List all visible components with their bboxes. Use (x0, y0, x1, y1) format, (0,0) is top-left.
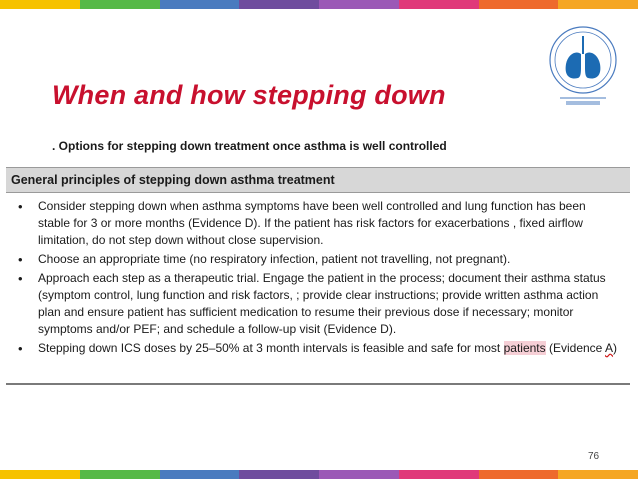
principle-item-4-text: Stepping down ICS doses by 25–50% at 3 month intervals is feasible and safe for most (38, 341, 504, 355)
stripe-segment (399, 470, 479, 479)
stripe-segment (479, 0, 559, 9)
stripe-segment (0, 470, 80, 479)
bottom-color-stripe (0, 470, 638, 479)
top-color-stripe (0, 0, 638, 9)
slide-title: When and how stepping down (52, 80, 446, 110)
principle-item-3: • Approach each step as a therapeutic trial. Engage the patient in the process; document their asthma status (symptom control, lung function and risk factors, ; provide clear instructions; provide written asthma action plan and ensure patient has sufficient medication to resume their previous dose if necessary; monitor symptoms and/or PEF; and schedule a follow-up visit (Evidence D). (6, 270, 630, 338)
stripe-segment (319, 470, 399, 479)
stripe-segment (239, 0, 319, 9)
principles-header: General principles of stepping down asthma treatment (6, 168, 630, 193)
lung-logo-icon (548, 20, 618, 114)
principles-box (6, 167, 630, 385)
figure-caption: . Options for stepping down treatment once asthma is well controlled (52, 139, 447, 153)
stripe-segment (479, 470, 559, 479)
stripe-segment (80, 470, 160, 479)
stripe-segment (319, 0, 399, 9)
evidence-prefix: (Evidence (545, 341, 606, 355)
evidence-suffix: ) (613, 341, 618, 355)
principle-item-2: • Choose an appropriate time (no respiratory infection, patient not travelling, not pregnant). (6, 251, 630, 268)
page-number: 76 (588, 451, 600, 462)
stripe-segment (160, 0, 240, 9)
principle-item-1: • Consider stepping down when asthma symptoms have been well controlled and lung function has been stable for 3 or more months (Evidence D). If the patient has risk factors for exacerbations , fixed airflow limitation, do not step down without close supervision. (6, 198, 630, 249)
principles-list (6, 198, 630, 357)
stripe-segment (80, 0, 160, 9)
highlighted-word: patients (503, 341, 546, 355)
stripe-segment (558, 0, 638, 9)
stripe-segment (160, 470, 240, 479)
principle-item-4 (6, 340, 630, 357)
evidence-level: A (605, 341, 614, 355)
stripe-segment (399, 0, 479, 9)
stripe-segment (0, 0, 80, 9)
stripe-segment (558, 470, 638, 479)
stripe-segment (239, 470, 319, 479)
